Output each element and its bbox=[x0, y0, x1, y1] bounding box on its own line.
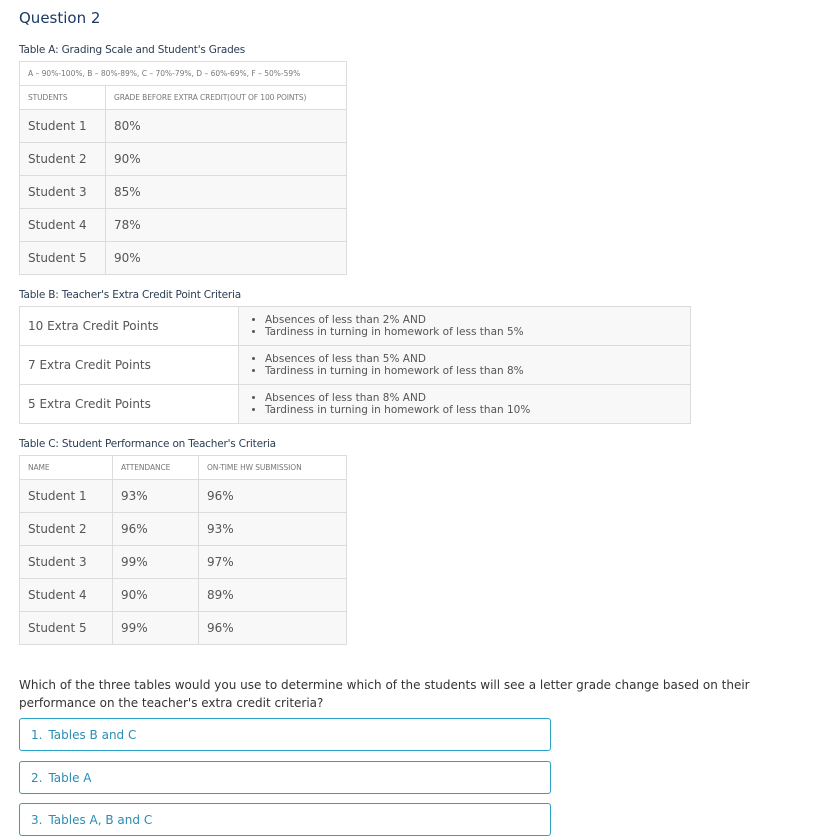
question-stem: Which of the three tables would you use to determine which of the students will see a letter grade change based on their performance on the teacher's extra credit criteria? bbox=[19, 678, 750, 710]
table-row bbox=[20, 346, 691, 385]
student-name: Student 3 bbox=[20, 176, 106, 209]
criteria-cell bbox=[239, 346, 691, 385]
table-c-caption: Table C: Student Performance on Teacher's Criteria bbox=[19, 438, 276, 450]
option-number: 2. bbox=[31, 770, 43, 785]
attendance: 96% bbox=[113, 513, 199, 546]
table-row bbox=[20, 385, 691, 424]
criteria-item: • Absences of less than 2% AND bbox=[265, 314, 682, 326]
hw-submission: 97% bbox=[199, 546, 347, 579]
table-row bbox=[20, 307, 691, 346]
table-b bbox=[19, 306, 691, 424]
student-name: Student 4 bbox=[20, 209, 106, 242]
table-a-caption: Table A: Grading Scale and Student's Grades bbox=[19, 44, 246, 56]
criteria-cell bbox=[239, 307, 691, 346]
criteria-item: • Absences of less than 8% AND bbox=[265, 392, 682, 404]
table-row bbox=[20, 612, 347, 645]
table-row bbox=[20, 480, 347, 513]
student-name: Student 1 bbox=[20, 480, 113, 513]
table-a-header-grade: GRADE BEFORE EXTRA CREDIT(OUT OF 100 POINTS) bbox=[106, 86, 347, 110]
answer-option-2[interactable] bbox=[19, 761, 551, 794]
grading-scale: A – 90%-100%, B – 80%-89%, C – 70%-79%, D – 60%-69%, F – 50%-59% bbox=[20, 62, 347, 86]
question-title: Question 2 bbox=[19, 9, 101, 27]
student-grade: 90% bbox=[106, 143, 347, 176]
option-label: Table A bbox=[48, 770, 92, 785]
student-name: Student 5 bbox=[20, 242, 106, 275]
option-number: 3. bbox=[31, 812, 43, 827]
criteria-item: • Tardiness in turning in homework of less than 5% bbox=[265, 326, 682, 338]
student-grade: 90% bbox=[106, 242, 347, 275]
hw-submission: 96% bbox=[199, 480, 347, 513]
table-row bbox=[20, 176, 347, 209]
table-a-header-students: STUDENTS bbox=[20, 86, 106, 110]
table-row bbox=[20, 513, 347, 546]
hw-submission: 93% bbox=[199, 513, 347, 546]
hw-submission: 89% bbox=[199, 579, 347, 612]
table-a bbox=[19, 61, 347, 275]
student-grade: 85% bbox=[106, 176, 347, 209]
student-name: Student 3 bbox=[20, 546, 113, 579]
table-row bbox=[20, 143, 347, 176]
table-c-header-name: NAME bbox=[20, 456, 113, 480]
criteria-cell bbox=[239, 385, 691, 424]
attendance: 99% bbox=[113, 546, 199, 579]
criteria-item: • Tardiness in turning in homework of less than 8% bbox=[265, 365, 682, 377]
table-c-header-hw: ON-TIME HW SUBMISSION bbox=[199, 456, 347, 480]
student-name: Student 2 bbox=[20, 143, 106, 176]
table-c bbox=[19, 455, 347, 645]
table-b-caption: Table B: Teacher's Extra Credit Point Criteria bbox=[19, 289, 241, 301]
student-name: Student 1 bbox=[20, 110, 106, 143]
extra-credit-points: 5 Extra Credit Points bbox=[20, 385, 239, 424]
answer-option-3[interactable] bbox=[19, 803, 551, 836]
student-grade: 80% bbox=[106, 110, 347, 143]
option-number: 1. bbox=[31, 727, 43, 742]
answer-option-1[interactable] bbox=[19, 718, 551, 751]
table-row bbox=[20, 110, 347, 143]
student-name: Student 4 bbox=[20, 579, 113, 612]
table-row bbox=[20, 579, 347, 612]
student-grade: 78% bbox=[106, 209, 347, 242]
table-c-header-attendance: ATTENDANCE bbox=[113, 456, 199, 480]
hw-submission: 96% bbox=[199, 612, 347, 645]
table-row bbox=[20, 209, 347, 242]
criteria-item: • Absences of less than 5% AND bbox=[265, 353, 682, 365]
attendance: 93% bbox=[113, 480, 199, 513]
student-name: Student 2 bbox=[20, 513, 113, 546]
extra-credit-points: 10 Extra Credit Points bbox=[20, 307, 239, 346]
criteria-item: • Tardiness in turning in homework of less than 10% bbox=[265, 404, 682, 416]
table-row bbox=[20, 546, 347, 579]
attendance: 99% bbox=[113, 612, 199, 645]
table-row bbox=[20, 242, 347, 275]
option-label: Tables A, B and C bbox=[48, 812, 153, 827]
attendance: 90% bbox=[113, 579, 199, 612]
extra-credit-points: 7 Extra Credit Points bbox=[20, 346, 239, 385]
option-label: Tables B and C bbox=[48, 727, 137, 742]
student-name: Student 5 bbox=[20, 612, 113, 645]
